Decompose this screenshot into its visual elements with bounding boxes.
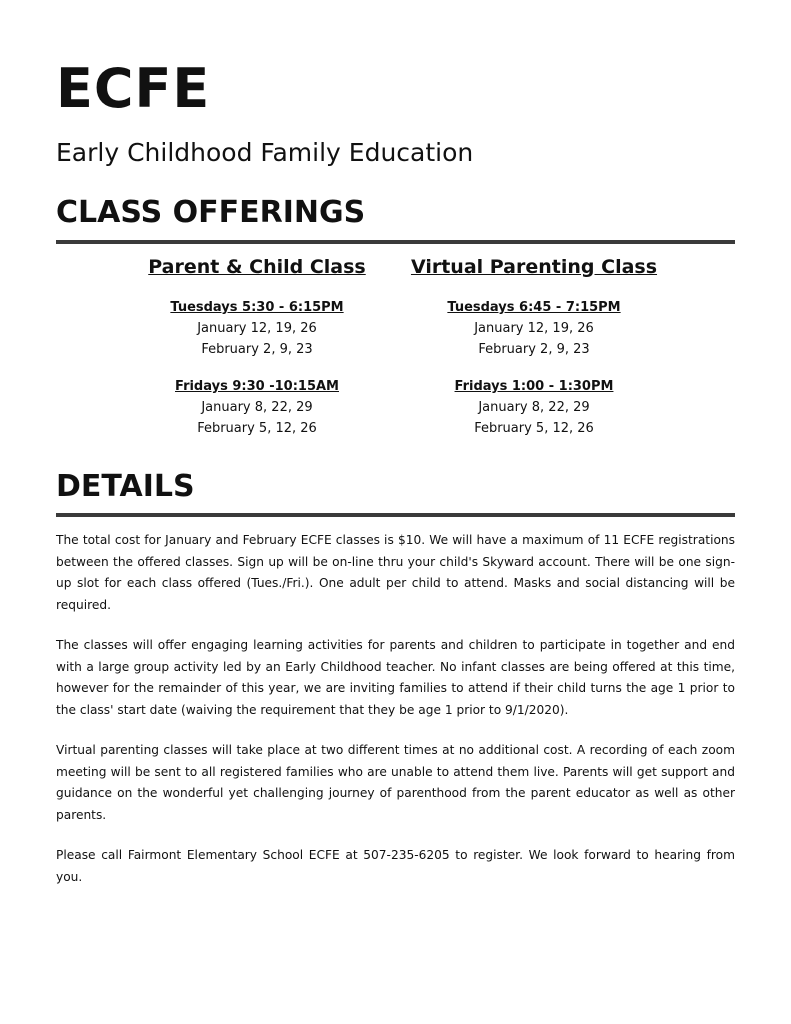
schedule-dates: January 12, 19, 26 — [474, 320, 594, 336]
class-offerings-heading: CLASS OFFERINGS — [56, 195, 366, 230]
schedule-dates: January 8, 22, 29 — [201, 399, 313, 415]
schedule-dates: January 12, 19, 26 — [197, 320, 317, 336]
details-paragraph: The classes will offer engaging learning activities for parents and children to participate in together and end with a large group activity led by an Early Childhood teacher. No infant classes are being offered at this time, however for the remainder of this year, we are inviting families to attend if their child turns the age 1 prior to the class' start date (waiving the requirement that they be age 1 prior to 9/1/2020). — [56, 638, 735, 717]
schedule-heading: Tuesdays 6:45 - 7:15PM — [447, 299, 621, 315]
schedule-dates: February 2, 9, 23 — [201, 341, 313, 357]
details-paragraph: The total cost for January and February ECFE classes is $10. We will have a maximum of 11 ECFE registrations between the offered classes. Sign up will be on-line thru your child's Skyward account. There will be one sign-up slot for each class offered (Tues./Fri.). One adult per child to attend. Masks and social distancing will be required. — [56, 533, 735, 612]
schedule-heading: Fridays 1:00 - 1:30PM — [454, 378, 614, 394]
parent-child-class-column — [107, 256, 407, 439]
page-title: ECFE — [56, 57, 211, 120]
section-divider — [56, 513, 735, 517]
details-paragraph: Please call Fairmont Elementary School ECFE at 507-235-6205 to register. We look forward to hearing from you. — [56, 848, 735, 884]
section-divider — [56, 240, 735, 244]
details-body — [56, 530, 735, 907]
schedule-heading: Fridays 9:30 -10:15AM — [175, 378, 339, 394]
schedule-dates: February 5, 12, 26 — [197, 420, 317, 436]
column-title: Virtual Parenting Class — [410, 256, 658, 278]
schedule-dates: February 5, 12, 26 — [474, 420, 594, 436]
schedule-dates: January 8, 22, 29 — [478, 399, 590, 415]
details-paragraph: Virtual parenting classes will take place at two different times at no additional cost. A recording of each zoom meeting will be sent to all registered families who are unable to attend them live. Parents will get support and guidance on the wonderful yet challenging journey of parenthood from the parent educator as well as other parents. — [56, 743, 735, 822]
details-heading: DETAILS — [56, 469, 195, 504]
page-subtitle: Early Childhood Family Education — [56, 138, 474, 167]
schedule-dates: February 2, 9, 23 — [478, 341, 590, 357]
schedule-heading: Tuesdays 5:30 - 6:15PM — [170, 299, 344, 315]
virtual-parenting-class-column — [384, 256, 684, 439]
column-title: Parent & Child Class — [148, 256, 366, 278]
